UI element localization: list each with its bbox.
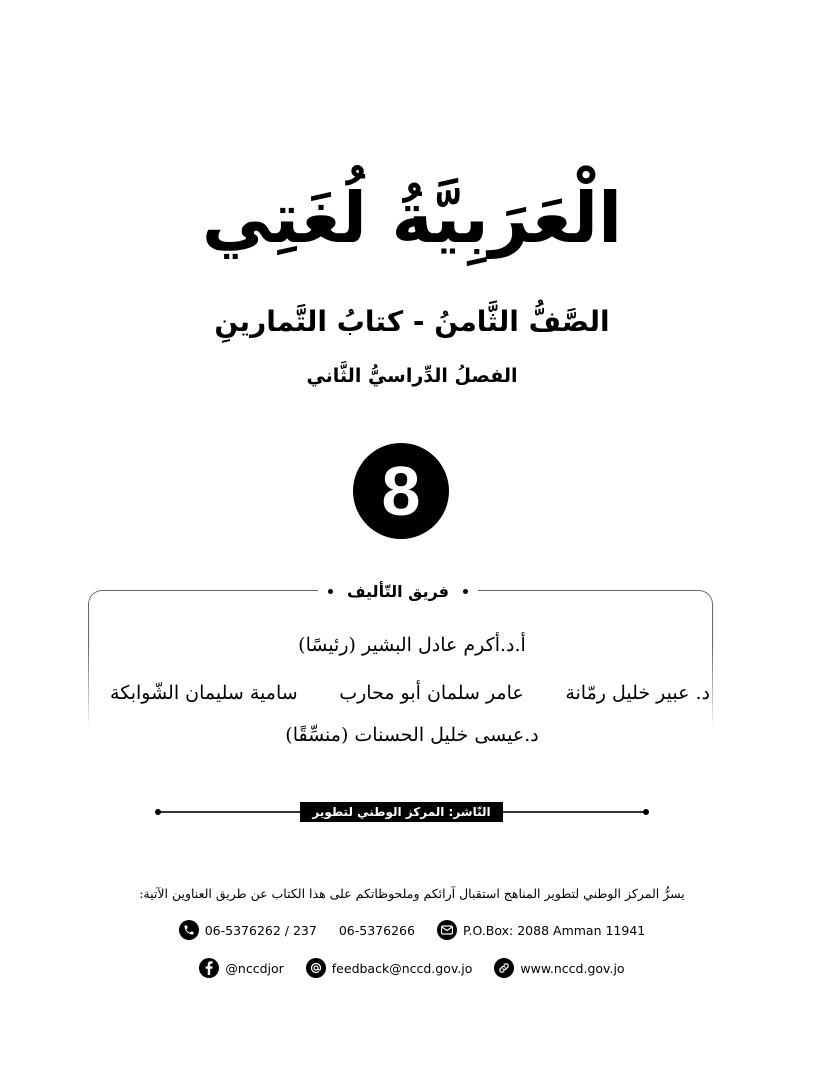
website-url[interactable]: www.nccd.gov.jo [520,960,625,976]
po-box-address: P.O.Box: 2088 Amman 11941 [462,922,646,938]
author-member: د. عبير خليل رمّانة [565,682,710,704]
phone-number-secondary[interactable]: 06-5376266 [338,922,415,938]
contact-email [306,958,473,978]
envelope-icon [437,920,457,940]
publisher-label: النّاشر: المركز الوطني لتطوير المناهج [300,802,503,822]
author-member: عامر سلمان أبو محارب [339,682,524,704]
book-title: الْعَرَبِيَّةُ لُغَتِي [201,177,623,259]
book-subtitle: الصَّفُّ الثَّامنُ - كتابُ التَّمارينِ [214,305,610,338]
author-member: سامية سليمان الشّوابكة [110,682,298,704]
contact-phone [179,920,317,940]
divider-end-dot-icon [643,809,649,815]
phone-number-primary[interactable]: 06-5376262 / 237 [204,922,317,938]
contact-website [494,958,624,978]
contact-row-phone-mail [0,920,824,940]
authors-section-header [318,578,478,604]
authors-box-frame [88,590,713,730]
link-icon [494,958,514,978]
facebook-handle[interactable]: @nccdjor [225,960,284,976]
semester-label: الفصلُ الدِّراسيُّ الثَّاني [306,365,518,387]
email-address[interactable]: feedback@nccd.gov.jo [331,960,473,976]
contact-fax [339,923,415,938]
bullet-dot-icon [463,589,468,594]
phone-icon [179,920,199,940]
feedback-text: يسرُّ المركز الوطني لتطوير المناهج استقبال آرائكم وملحوظاتكم على هذا الكتاب عن طريق العناوين الآتية: [139,886,685,901]
contact-facebook [199,958,283,978]
contact-po-box [437,920,645,940]
divider-end-dot-icon [155,809,161,815]
authors-section-label: فريق التّأليف [346,581,450,601]
bullet-dot-icon [328,589,333,594]
at-sign-icon [306,958,326,978]
facebook-icon [199,958,219,978]
author-members-row [110,678,710,708]
author-coordinator: د.عيسى خليل الحسنات (منسِّقًا) [285,724,539,746]
grade-number-badge: 8 [353,443,449,539]
contact-row-online [0,958,824,978]
author-head: أ.د.أكرم عادل البشير (رئيسًا) [298,634,526,656]
